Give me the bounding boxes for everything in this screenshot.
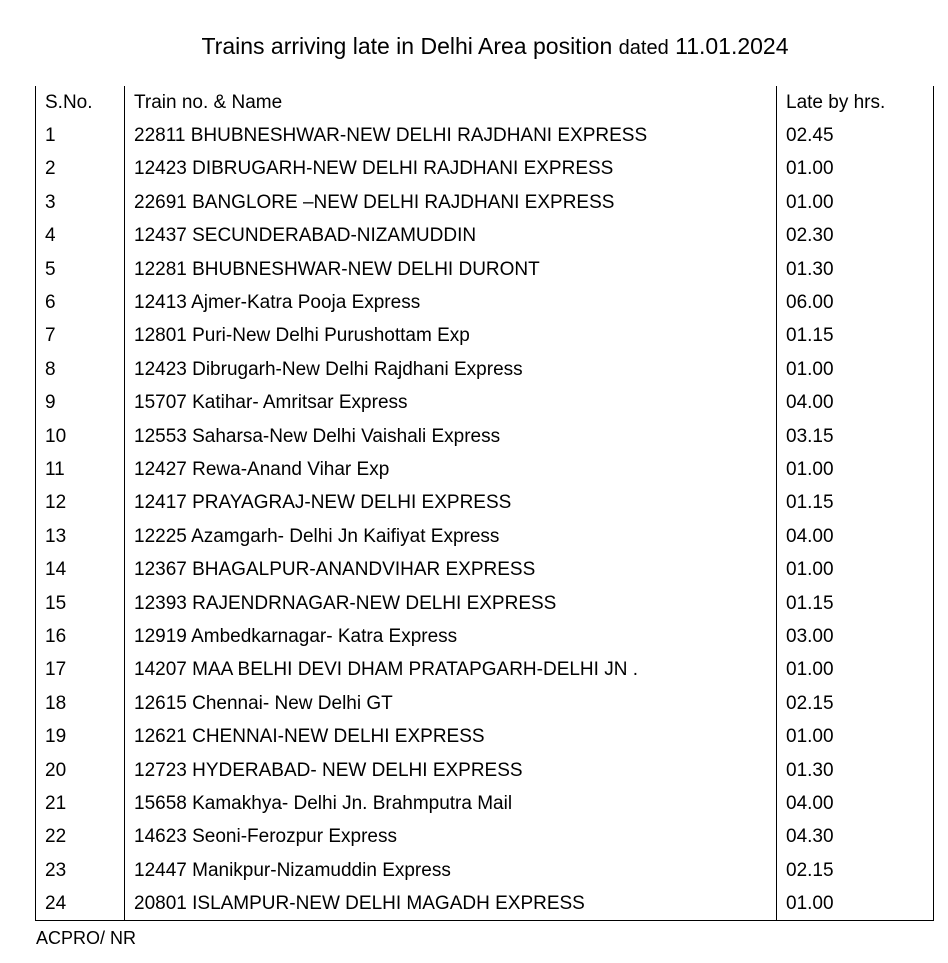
cell-sno: 6: [36, 286, 125, 319]
cell-late-by: 01.00: [777, 887, 934, 920]
cell-sno: 14: [36, 553, 125, 586]
cell-train-name: 12919 Ambedkarnagar- Katra Express: [125, 620, 777, 653]
table-row: [36, 387, 934, 420]
cell-sno: 3: [36, 186, 125, 219]
cell-sno: 10: [36, 420, 125, 453]
cell-train-name: 12423 DIBRUGARH-NEW DELHI RAJDHANI EXPRESS: [125, 153, 777, 186]
cell-sno: 15: [36, 587, 125, 620]
table-row: [36, 787, 934, 820]
cell-late-by: 02.15: [777, 854, 934, 887]
cell-sno: 18: [36, 687, 125, 720]
table-row: [36, 854, 934, 887]
cell-sno: 19: [36, 720, 125, 753]
cell-sno: 21: [36, 787, 125, 820]
title-date-label: dated: [618, 37, 669, 59]
cell-train-name: 12225 Azamgarh- Delhi Jn Kaifiyat Express: [125, 520, 777, 553]
cell-sno: 12: [36, 487, 125, 520]
table-row: [36, 453, 934, 486]
table-row: [36, 186, 934, 219]
cell-sno: 24: [36, 887, 125, 920]
cell-late-by: 04.00: [777, 787, 934, 820]
table-row: [36, 253, 934, 286]
table-row: [36, 520, 934, 553]
cell-sno: 8: [36, 353, 125, 386]
table-row: [36, 654, 934, 687]
cell-sno: 13: [36, 520, 125, 553]
cell-late-by: 01.30: [777, 253, 934, 286]
cell-late-by: 01.00: [777, 453, 934, 486]
cell-sno: 22: [36, 821, 125, 854]
header-train-name: Train no. & Name: [125, 86, 777, 119]
cell-train-name: 22811 BHUBNESHWAR-NEW DELHI RAJDHANI EXPRESS: [125, 119, 777, 152]
cell-late-by: 02.15: [777, 687, 934, 720]
table-row: [36, 821, 934, 854]
footer-signature: ACPRO/ NR: [36, 928, 137, 948]
cell-train-name: 12427 Rewa-Anand Vihar Exp: [125, 453, 777, 486]
table-row: [36, 754, 934, 787]
table-body: [36, 119, 934, 920]
cell-sno: 23: [36, 854, 125, 887]
cell-train-name: 12615 Chennai- New Delhi GT: [125, 687, 777, 720]
cell-sno: 17: [36, 654, 125, 687]
title-date: 11.01.2024: [668, 33, 789, 59]
cell-train-name: 12553 Saharsa-New Delhi Vaishali Express: [125, 420, 777, 453]
cell-late-by: 04.00: [777, 387, 934, 420]
cell-late-by: 01.00: [777, 720, 934, 753]
cell-late-by: 04.30: [777, 821, 934, 854]
cell-sno: 20: [36, 754, 125, 787]
cell-sno: 7: [36, 320, 125, 353]
cell-train-name: 12437 SECUNDERABAD-NIZAMUDDIN: [125, 220, 777, 253]
table-header-row: [36, 86, 934, 119]
table-row: [36, 487, 934, 520]
cell-late-by: 01.15: [777, 587, 934, 620]
table-row: [36, 420, 934, 453]
table-row: [36, 286, 934, 319]
table-row: [36, 587, 934, 620]
cell-sno: 11: [36, 453, 125, 486]
cell-train-name: 12417 PRAYAGRAJ-NEW DELHI EXPRESS: [125, 487, 777, 520]
cell-sno: 16: [36, 620, 125, 653]
cell-train-name: 12723 HYDERABAD- NEW DELHI EXPRESS: [125, 754, 777, 787]
table-row: [36, 553, 934, 586]
header-sno: S.No.: [36, 86, 125, 119]
table-row: [36, 320, 934, 353]
cell-late-by: 01.00: [777, 153, 934, 186]
cell-train-name: 12413 Ajmer-Katra Pooja Express: [125, 286, 777, 319]
page-title: [0, 33, 948, 60]
late-trains-table: [35, 86, 934, 921]
cell-late-by: 02.30: [777, 220, 934, 253]
cell-sno: 9: [36, 387, 125, 420]
cell-late-by: 01.00: [777, 353, 934, 386]
cell-late-by: 01.00: [777, 654, 934, 687]
cell-train-name: 12393 RAJENDRNAGAR-NEW DELHI EXPRESS: [125, 587, 777, 620]
table-row: [36, 620, 934, 653]
cell-train-name: 12367 BHAGALPUR-ANANDVIHAR EXPRESS: [125, 553, 777, 586]
cell-train-name: 20801 ISLAMPUR-NEW DELHI MAGADH EXPRESS: [125, 887, 777, 920]
cell-late-by: 01.00: [777, 186, 934, 219]
table-row: [36, 119, 934, 152]
cell-train-name: 12621 CHENNAI-NEW DELHI EXPRESS: [125, 720, 777, 753]
header-late-by: Late by hrs.: [777, 86, 934, 119]
cell-late-by: 02.45: [777, 119, 934, 152]
cell-train-name: 22691 BANGLORE –NEW DELHI RAJDHANI EXPRESS: [125, 186, 777, 219]
cell-train-name: 12423 Dibrugarh-New Delhi Rajdhani Express: [125, 353, 777, 386]
table-row: [36, 887, 934, 920]
cell-late-by: 06.00: [777, 286, 934, 319]
cell-late-by: 01.00: [777, 553, 934, 586]
title-main: Trains arriving late in Delhi Area position: [201, 33, 619, 59]
table-row: [36, 720, 934, 753]
cell-late-by: 01.15: [777, 320, 934, 353]
table-row: [36, 220, 934, 253]
table-row: [36, 687, 934, 720]
cell-late-by: 01.15: [777, 487, 934, 520]
cell-train-name: 15658 Kamakhya- Delhi Jn. Brahmputra Mail: [125, 787, 777, 820]
cell-sno: 5: [36, 253, 125, 286]
cell-sno: 1: [36, 119, 125, 152]
cell-late-by: 01.30: [777, 754, 934, 787]
cell-sno: 2: [36, 153, 125, 186]
table-row: [36, 353, 934, 386]
cell-train-name: 15707 Katihar- Amritsar Express: [125, 387, 777, 420]
cell-train-name: 12801 Puri-New Delhi Purushottam Exp: [125, 320, 777, 353]
cell-sno: 4: [36, 220, 125, 253]
cell-train-name: 12447 Manikpur-Nizamuddin Express: [125, 854, 777, 887]
cell-late-by: 04.00: [777, 520, 934, 553]
cell-train-name: 12281 BHUBNESHWAR-NEW DELHI DURONT: [125, 253, 777, 286]
cell-late-by: 03.15: [777, 420, 934, 453]
cell-train-name: 14623 Seoni-Ferozpur Express: [125, 821, 777, 854]
table-row: [36, 153, 934, 186]
cell-late-by: 03.00: [777, 620, 934, 653]
cell-train-name: 14207 MAA BELHI DEVI DHAM PRATAPGARH-DELHI JN .: [125, 654, 777, 687]
